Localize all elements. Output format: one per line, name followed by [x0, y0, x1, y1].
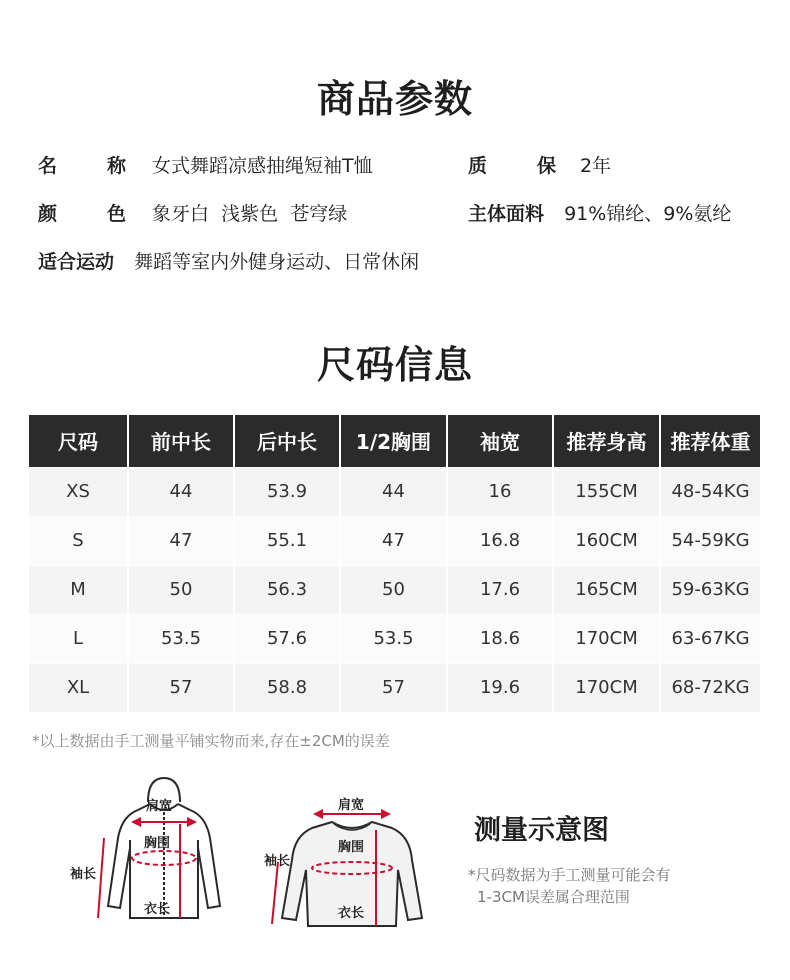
table-cell: 48-54KG — [660, 467, 760, 516]
measure-note — [468, 864, 671, 908]
table-row — [29, 516, 760, 565]
measure-note-line-2: 1-3CM误差属合理范围 — [477, 888, 630, 906]
header-sleeve-width: 袖宽 — [447, 415, 553, 467]
table-row — [29, 614, 760, 663]
header-half-chest: 1/2胸围 — [340, 415, 447, 467]
table-cell: XL — [29, 663, 128, 712]
tshirt-label-shoulder: 肩宽 — [338, 798, 365, 813]
jacket-measure-figure — [60, 768, 260, 928]
table-cell: 57.6 — [234, 614, 340, 663]
measure-title: 测量示意图 — [474, 815, 609, 846]
param-color-key: 颜 色 — [38, 203, 126, 225]
table-cell: 54-59KG — [660, 516, 760, 565]
tshirt-measure-figure — [262, 790, 442, 930]
table-cell: 57 — [128, 663, 234, 712]
size-table-header — [29, 415, 760, 467]
table-cell: 170CM — [553, 663, 660, 712]
table-cell: S — [29, 516, 128, 565]
table-cell: 17.6 — [447, 565, 553, 614]
table-row — [29, 467, 760, 516]
table-cell: 55.1 — [234, 516, 340, 565]
param-warranty — [468, 151, 611, 178]
param-name-key: 名 称 — [38, 155, 126, 177]
table-cell: 47 — [128, 516, 234, 565]
table-cell: M — [29, 565, 128, 614]
param-fabric-value: 91%锦纶、9%氨纶 — [564, 203, 732, 225]
table-cell: 53.5 — [128, 614, 234, 663]
param-warranty-value: 2年 — [580, 155, 612, 177]
product-params-title: 商品参数 — [316, 77, 473, 121]
table-cell: 44 — [128, 467, 234, 516]
table-cell: 47 — [340, 516, 447, 565]
param-color-value: 象牙白 浅紫色 苍穹绿 — [152, 203, 348, 225]
tshirt-label-chest: 胸围 — [338, 840, 365, 855]
table-cell: L — [29, 614, 128, 663]
param-warranty-key: 质 保 — [468, 155, 556, 177]
header-front-length: 前中长 — [128, 415, 234, 467]
table-cell: 56.3 — [234, 565, 340, 614]
table-cell: 18.6 — [447, 614, 553, 663]
jacket-label-chest: 胸围 — [144, 836, 171, 851]
table-cell: 68-72KG — [660, 663, 760, 712]
table-cell: 165CM — [553, 565, 660, 614]
jacket-label-length: 衣长 — [144, 902, 171, 917]
table-cell: 50 — [340, 565, 447, 614]
header-size: 尺码 — [29, 415, 128, 467]
param-fabric-key: 主体面料 — [468, 203, 545, 225]
table-cell: 16.8 — [447, 516, 553, 565]
table-cell: 59-63KG — [660, 565, 760, 614]
header-rec-height: 推荐身高 — [553, 415, 660, 467]
param-name — [38, 151, 373, 178]
table-cell: 19.6 — [447, 663, 553, 712]
param-color — [38, 199, 347, 226]
jacket-label-sleeve: 袖长 — [70, 867, 97, 882]
table-cell: 170CM — [553, 614, 660, 663]
param-sport-key: 适合运动 — [38, 251, 115, 273]
header-back-length: 后中长 — [234, 415, 340, 467]
table-cell: XS — [29, 467, 128, 516]
table-cell: 155CM — [553, 467, 660, 516]
measure-note-line-1: *尺码数据为手工测量可能会有 — [468, 866, 671, 884]
table-cell: 160CM — [553, 516, 660, 565]
param-sport — [38, 247, 419, 274]
jacket-label-shoulder: 肩宽 — [146, 799, 173, 814]
header-rec-weight: 推荐体重 — [660, 415, 760, 467]
table-cell: 53.5 — [340, 614, 447, 663]
table-cell: 16 — [447, 467, 553, 516]
table-row — [29, 565, 760, 614]
param-fabric — [468, 199, 731, 226]
tshirt-label-sleeve: 袖长 — [264, 854, 291, 869]
table-cell: 57 — [340, 663, 447, 712]
size-table — [29, 415, 760, 712]
table-cell: 50 — [128, 565, 234, 614]
param-sport-value: 舞蹈等室内外健身运动、日常休闲 — [134, 251, 420, 273]
table-cell: 44 — [340, 467, 447, 516]
size-info-title: 尺码信息 — [316, 343, 473, 387]
param-name-value: 女式舞蹈凉感抽绳短袖T恤 — [152, 155, 373, 177]
table-cell: 63-67KG — [660, 614, 760, 663]
table-row — [29, 663, 760, 712]
tshirt-label-length: 衣长 — [338, 906, 365, 921]
table-cell: 58.8 — [234, 663, 340, 712]
size-note: *以上数据由手工测量平铺实物而来,存在±2CM的误差 — [32, 732, 390, 750]
table-cell: 53.9 — [234, 467, 340, 516]
